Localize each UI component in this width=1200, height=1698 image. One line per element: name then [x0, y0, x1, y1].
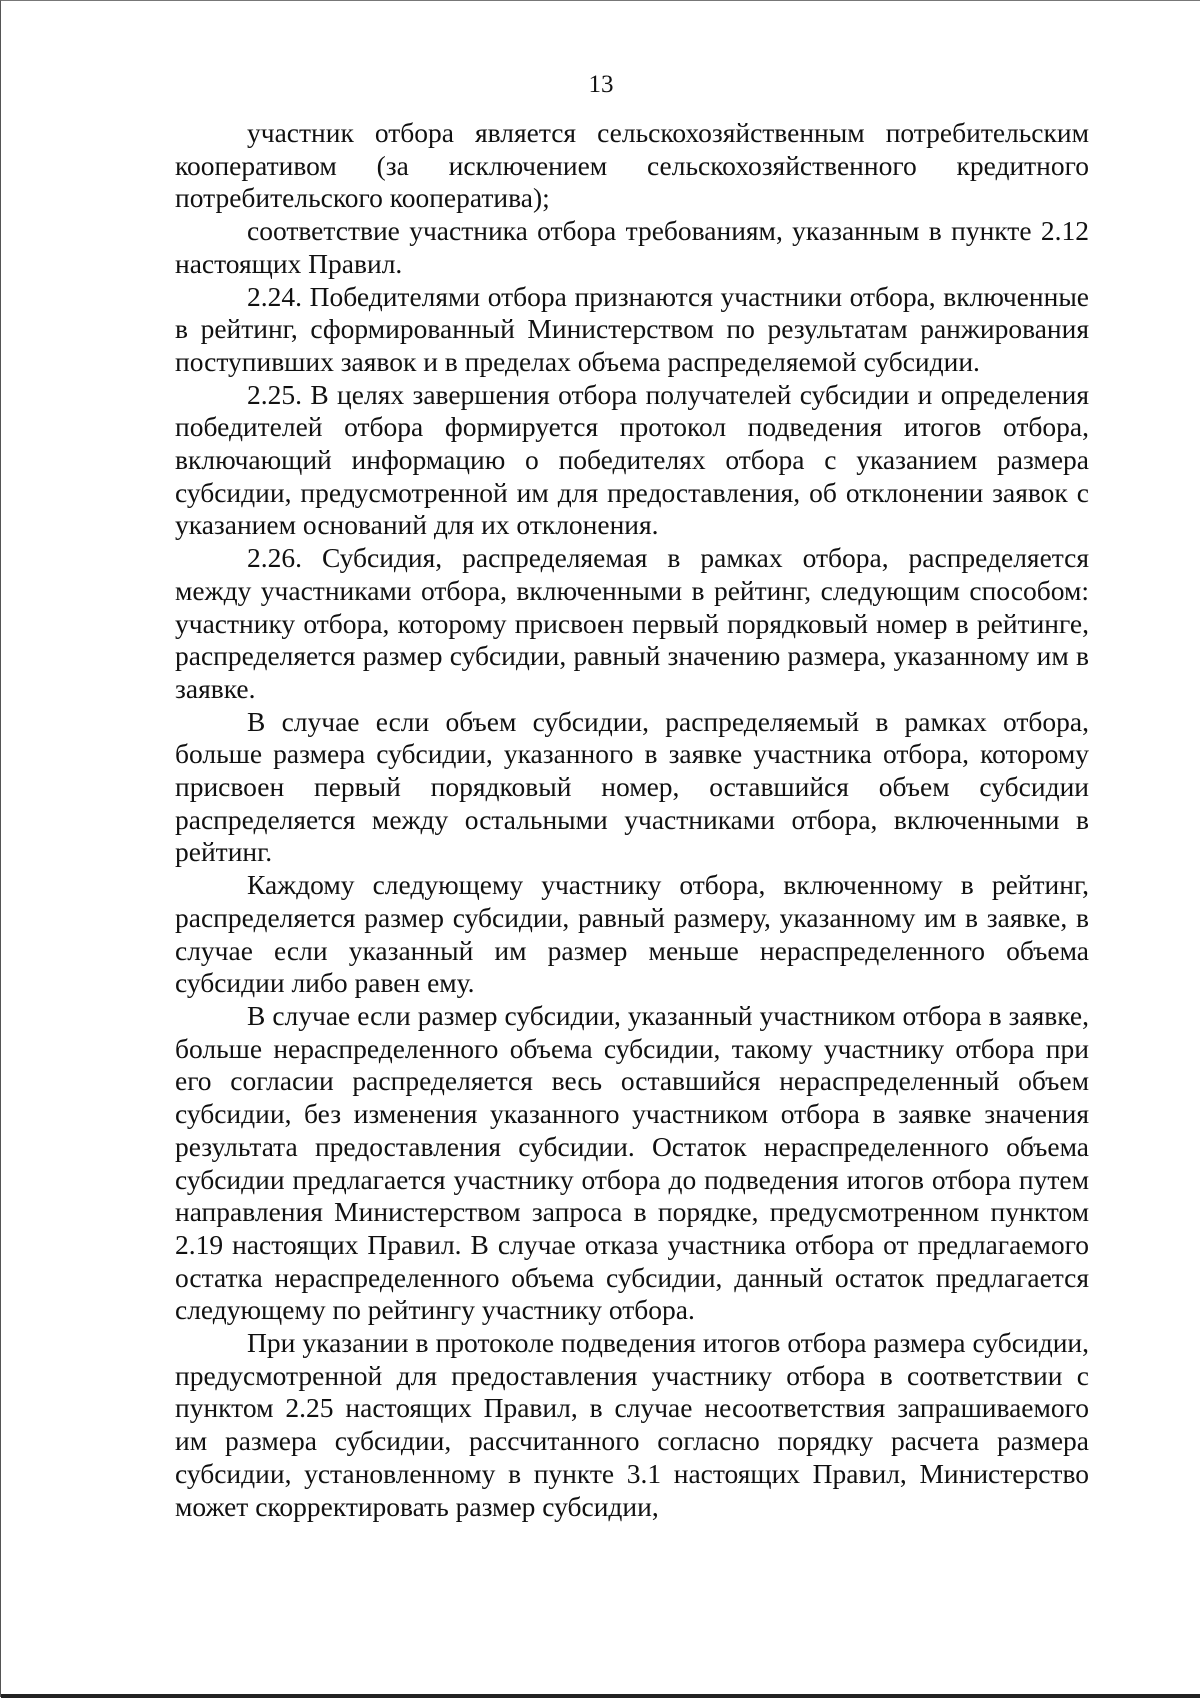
paragraph: соответствие участника отбора требованиям, указанным в пункте 2.12 настоящих Правил.: [175, 215, 1089, 279]
paragraph: В случае если объем субсидии, распределяемый в рамках отбора, больше размера субсидии, указанного в заявке участника отбора, которому присвоен первый порядковый номер, оставшийся объем субсидии распределяется между остальными участниками отбора, включенными в рейтинг.: [175, 705, 1089, 868]
document-body: [175, 117, 1089, 1523]
paragraph: В случае если размер субсидии, указанный участником отбора в заявке, больше нераспределенного объема субсидии, такому участнику отбора при его согласии распределяется весь оставшийся нераспределенный объем субсидии, без изменения указанного участником отбора в заявке значения результата предоставления субсидии. Остаток нераспределенного объема субсидии предлагается участнику отбора до подведения итогов отбора путем направления Министерством запроса в порядке, предусмотренном пунктом 2.19 настоящих Правил. В случае отказа участника отбора от предлагаемого остатка нераспределенного объема субсидии, данный остаток предлагается следующему по рейтингу участнику отбора.: [175, 999, 1089, 1326]
paragraph: 2.26. Субсидия, распределяемая в рамках отбора, распределяется между участниками отбора, включенными в рейтинг, следующим способом: участнику отбора, которому присвоен первый порядковый номер в рейтинге, распределяется размер субсидии, равный значению размера, указанному им в заявке.: [175, 542, 1089, 704]
paragraph: участник отбора является сельскохозяйственным потребительским кооперативом (за исключением сельскохозяйственного кредитного потребительского кооператива);: [175, 117, 1089, 214]
paragraph: 2.24. Победителями отбора признаются участники отбора, включенные в рейтинг, сформированный Министерством по результатам ранжирования поступивших заявок и в пределах объема распределяемой субсидии.: [175, 280, 1089, 377]
paragraph: Каждому следующему участнику отбора, включенному в рейтинг, распределяется размер субсидии, равный размеру, указанному им в заявке, в случае если указанный им размер меньше нераспределенного объема субсидии либо равен ему.: [175, 869, 1089, 999]
page-number: 13: [588, 71, 614, 98]
paragraph: При указании в протоколе подведения итогов отбора размера субсидии, предусмотренной для предоставления участнику отбора в соответствии с пунктом 2.25 настоящих Правил, в случае несоответствия запрашиваемого им размера субсидии, рассчитанного согласно порядку расчета размера субсидии, установленному в пункте 3.1 настоящих Правил, Министерство может скорректировать размер субсидии,: [175, 1327, 1089, 1522]
scan-edge-divider: [1, 1694, 1200, 1698]
paragraph: 2.25. В целях завершения отбора получателей субсидии и определения победителей отбора формируется протокол подведения итогов отбора, включающий информацию о победителях отбора с указанием размера субсидии, предусмотренной им для предоставления, об отклонении заявок с указанием оснований для их отклонения.: [175, 378, 1089, 541]
